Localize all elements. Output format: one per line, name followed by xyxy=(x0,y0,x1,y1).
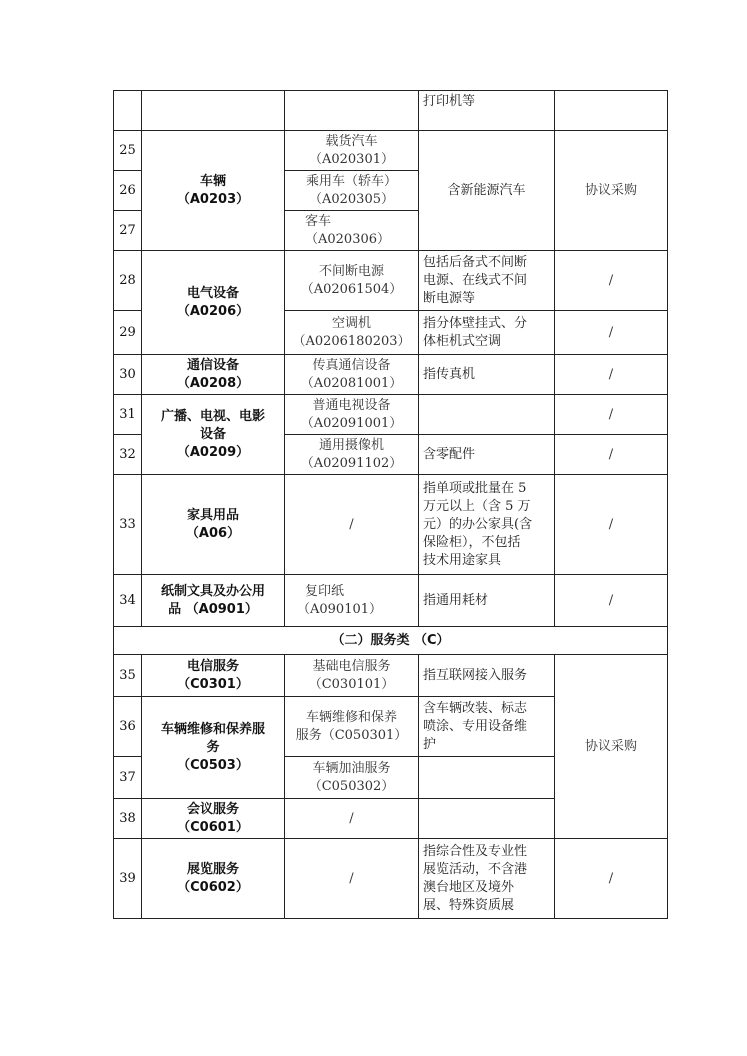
table-row xyxy=(114,655,668,697)
note-cell xyxy=(419,655,555,697)
category-name: 展览服务 xyxy=(186,861,239,877)
row-number: 26 xyxy=(114,171,142,211)
item-code: （A02061504） xyxy=(300,281,403,297)
method-cell: / xyxy=(555,435,668,475)
table-row xyxy=(114,395,668,435)
item-code: （A020306） xyxy=(305,231,391,247)
row-number: 27 xyxy=(114,211,142,251)
table-row xyxy=(114,355,668,395)
row-number: 31 xyxy=(114,395,142,435)
note-line: 喷涂、专用设备维 xyxy=(423,718,528,734)
category-code: （C0503） xyxy=(177,757,249,773)
item-code: （A020301） xyxy=(308,151,394,167)
category-name: 车辆维修和保养服 xyxy=(160,721,265,737)
item-name: 通用摄像机 xyxy=(318,437,384,453)
method-cell: 协议采购 xyxy=(555,131,668,251)
category-code: 品 （A0901） xyxy=(168,601,258,617)
item-cell xyxy=(285,131,419,171)
item-cell xyxy=(285,575,419,627)
method-cell: / xyxy=(555,395,668,435)
note-line: 指综合性及专业性 xyxy=(423,843,528,859)
note-text: 指通用耗材 xyxy=(423,592,489,608)
category-code: （A0206） xyxy=(176,303,250,319)
category-cell xyxy=(142,355,285,395)
note-line: 保险柜），不包括 xyxy=(423,534,521,550)
table-row xyxy=(114,131,668,171)
category-cell xyxy=(142,251,285,355)
table-row xyxy=(114,839,668,919)
note-line: 元）的办公家具(含 xyxy=(423,516,533,532)
note-line: 电源、在线式不间 xyxy=(423,272,528,288)
category-name-cont: 务 xyxy=(206,739,220,755)
row-number: 38 xyxy=(114,799,142,839)
note-cell xyxy=(419,757,555,799)
note-cell xyxy=(419,435,555,475)
note-cell xyxy=(419,697,555,757)
category-cell xyxy=(142,131,285,251)
item-name: 车辆加油服务 xyxy=(312,760,391,776)
item-code: （A02091001） xyxy=(300,415,403,431)
note-line: 指单项或批量在 5 xyxy=(423,480,527,496)
note-line: 展览活动，不含港 xyxy=(423,861,528,877)
category-name: 电信服务 xyxy=(186,658,239,674)
procurement-table xyxy=(113,90,668,919)
category-cell xyxy=(142,799,285,839)
item-cell xyxy=(285,697,419,757)
row-number: 30 xyxy=(114,355,142,395)
table-row xyxy=(114,91,668,131)
item-cell xyxy=(285,171,419,211)
item-code: （A0206180203） xyxy=(292,333,411,349)
note-line: 断电源等 xyxy=(423,290,476,306)
note-cell xyxy=(419,251,555,311)
item-code: （C050302） xyxy=(308,778,395,794)
item-name: 基础电信服务 xyxy=(312,658,391,674)
note-cell xyxy=(419,839,555,919)
note-cell xyxy=(419,575,555,627)
section-row xyxy=(114,627,668,655)
method-cell xyxy=(555,91,668,131)
item-name: 车辆维修和保养 xyxy=(305,709,397,725)
item-cell xyxy=(285,435,419,475)
row-number xyxy=(114,91,142,131)
note-line: 万元以上（含 5 万 xyxy=(423,498,531,514)
item-name: 传真通信设备 xyxy=(312,357,391,373)
category-code: （A0209） xyxy=(176,444,250,460)
method-cell: / xyxy=(555,251,668,311)
category-cell xyxy=(142,395,285,475)
item-cell xyxy=(285,311,419,355)
category-cell xyxy=(142,575,285,627)
table-row xyxy=(114,475,668,575)
item-code: （A02091102） xyxy=(300,455,403,471)
note-text: 含新能源汽车 xyxy=(447,182,526,198)
category-code: （C0301） xyxy=(177,676,249,692)
note-line: 护 xyxy=(423,736,437,752)
note-text: 指互联网接入服务 xyxy=(423,667,528,683)
method-cell: / xyxy=(555,839,668,919)
note-cell xyxy=(419,311,555,355)
note-line: 技术用途家具 xyxy=(423,552,502,568)
item-code: （A02081001） xyxy=(300,375,403,391)
category-code: （A06） xyxy=(185,525,241,541)
item-cell xyxy=(285,395,419,435)
note-line: 体柜机式空调 xyxy=(423,333,502,349)
item-cell xyxy=(285,655,419,697)
note-cell xyxy=(419,91,555,131)
category-name: 纸制文具及办公用 xyxy=(160,583,265,599)
row-number: 37 xyxy=(114,757,142,799)
note-text: 含零配件 xyxy=(423,446,476,462)
category-name: 家具用品 xyxy=(186,507,239,523)
category-name: 会议服务 xyxy=(186,801,239,817)
table-row xyxy=(114,251,668,311)
row-number: 39 xyxy=(114,839,142,919)
method-cell: / xyxy=(555,355,668,395)
row-number: 33 xyxy=(114,475,142,575)
item-name: 客车 xyxy=(305,213,332,229)
table-row xyxy=(114,575,668,627)
category-name: 广播、电视、电影 xyxy=(160,408,265,424)
note-line: 澳台地区及境外 xyxy=(423,879,515,895)
method-cell: / xyxy=(555,575,668,627)
note-line: 指分体壁挂式、分 xyxy=(423,315,528,331)
category-cell xyxy=(142,91,285,131)
row-number: 34 xyxy=(114,575,142,627)
item-cell: / xyxy=(285,475,419,575)
item-cell xyxy=(285,757,419,799)
note-line: 展、特殊资质展 xyxy=(423,897,515,913)
row-number: 29 xyxy=(114,311,142,355)
category-code: （A0203） xyxy=(176,191,250,207)
item-code: 服务（C050301） xyxy=(295,727,408,743)
item-cell xyxy=(285,91,419,131)
note-cell xyxy=(419,799,555,839)
item-code: （A020305） xyxy=(308,191,394,207)
category-code: （C0602） xyxy=(177,879,249,895)
method-cell: 协议采购 xyxy=(555,655,668,839)
item-code: （C030101） xyxy=(308,676,395,692)
category-cell xyxy=(142,697,285,799)
category-cell xyxy=(142,839,285,919)
item-name: 不间断电源 xyxy=(318,263,384,279)
item-cell: / xyxy=(285,799,419,839)
category-code: （C0601） xyxy=(177,819,249,835)
method-cell: / xyxy=(555,311,668,355)
category-name-cont: 设备 xyxy=(199,426,226,442)
category-code: （A0208） xyxy=(176,375,250,391)
note-cell xyxy=(419,475,555,575)
category-cell xyxy=(142,655,285,697)
section-title: （二）服务类 （C） xyxy=(114,627,668,655)
category-name: 车辆 xyxy=(199,173,226,189)
item-cell: / xyxy=(285,839,419,919)
row-number: 36 xyxy=(114,697,142,757)
note-cell xyxy=(419,355,555,395)
row-number: 35 xyxy=(114,655,142,697)
item-name: 空调机 xyxy=(331,315,371,331)
item-name: 载货汽车 xyxy=(325,133,378,149)
note-cell xyxy=(419,395,555,435)
category-name: 通信设备 xyxy=(186,357,239,373)
item-cell xyxy=(285,355,419,395)
note-line: 包括后备式不间断 xyxy=(423,254,528,270)
item-code: （A090101） xyxy=(297,601,383,617)
item-name: 普通电视设备 xyxy=(312,397,391,413)
item-name: 乘用车（轿车） xyxy=(305,173,397,189)
item-cell xyxy=(285,251,419,311)
row-number: 25 xyxy=(114,131,142,171)
category-cell xyxy=(142,475,285,575)
note-cell xyxy=(419,131,555,251)
method-cell: / xyxy=(555,475,668,575)
note-line: 含车辆改装、标志 xyxy=(423,700,528,716)
item-name: 复印纸 xyxy=(305,583,345,599)
item-cell xyxy=(285,211,419,251)
note-text: 指传真机 xyxy=(423,366,476,382)
row-number: 28 xyxy=(114,251,142,311)
category-name: 电气设备 xyxy=(186,285,239,301)
row-number: 32 xyxy=(114,435,142,475)
note-text: 打印机等 xyxy=(423,94,476,109)
